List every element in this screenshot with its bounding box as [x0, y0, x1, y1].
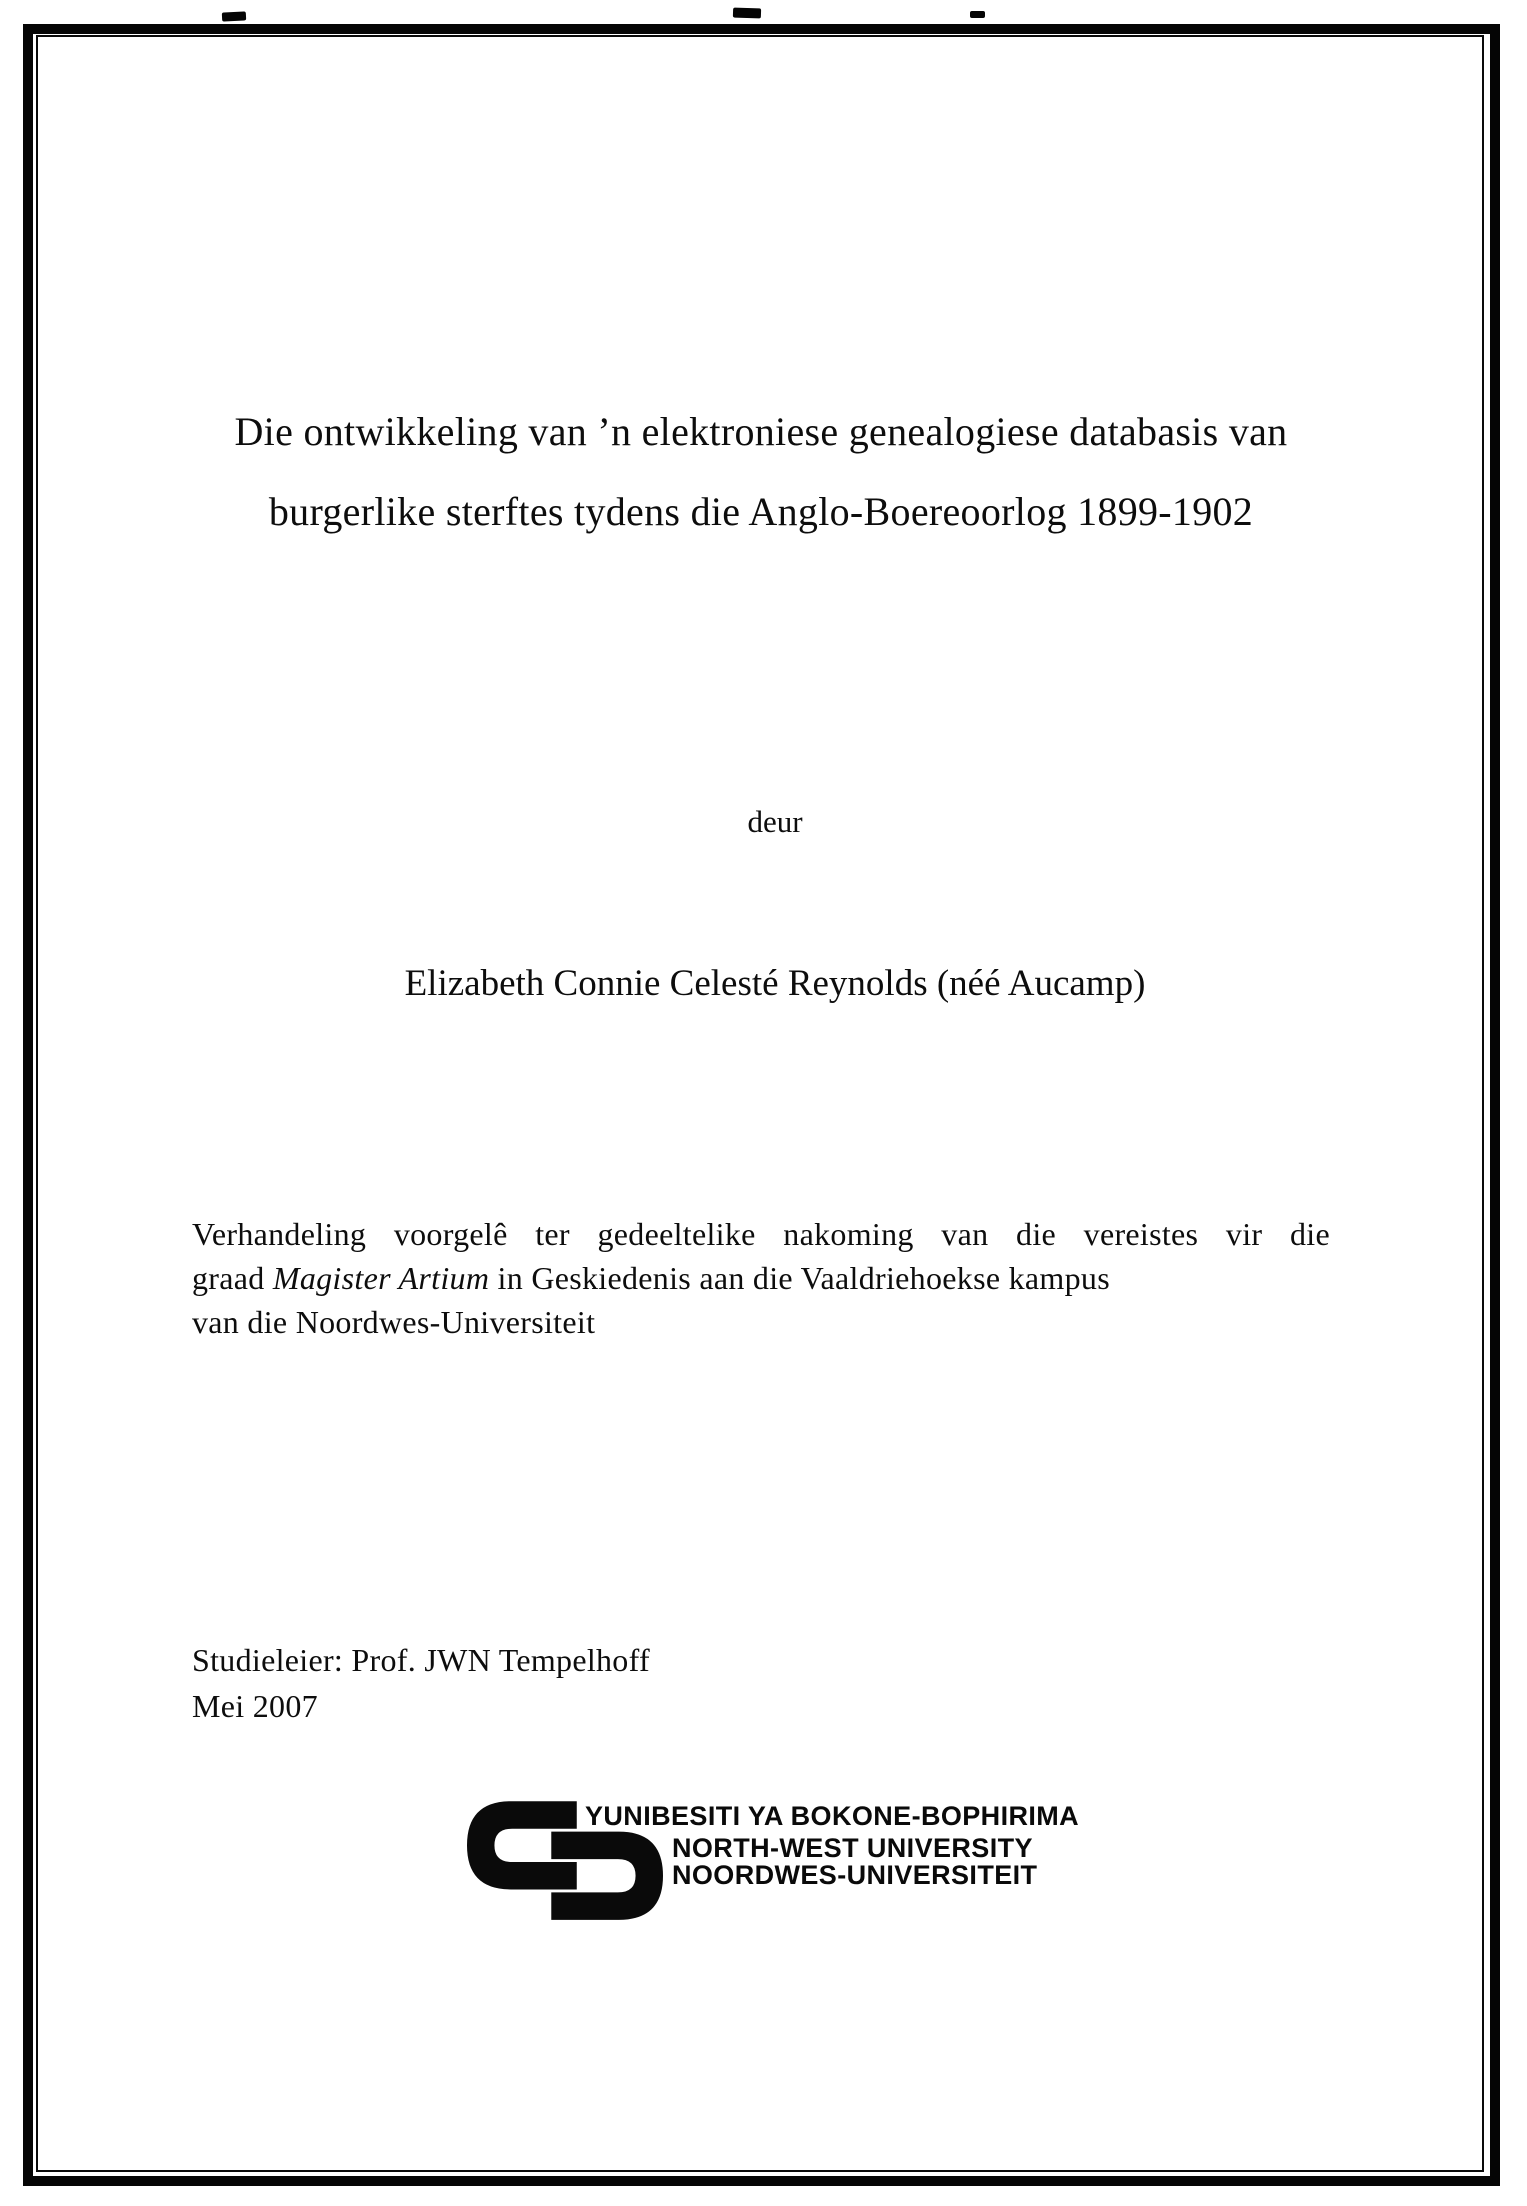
scan-artifact: [222, 11, 246, 21]
scan-artifact: [970, 11, 985, 18]
degree-statement-line2: [192, 1256, 1330, 1300]
degree-statement-line2-pre: graad: [192, 1260, 273, 1296]
supervisor-block: [192, 1637, 650, 1729]
date-line: Mei 2007: [192, 1688, 318, 1724]
degree-statement-line1: Verhandeling voorgelê ter gedeeltelike nakoming van die vereistes vir die: [192, 1216, 1330, 1252]
scan-artifact: [733, 8, 761, 19]
degree-statement: [192, 1212, 1330, 1344]
logo-text-setswana: YUNIBESITI YA BOKONE-BOPHIRIMA: [585, 1801, 1080, 1831]
degree-statement-line3: van die Noordwes-Universiteit: [192, 1304, 596, 1340]
thesis-title: [192, 392, 1330, 552]
degree-statement-line2-post: in Geskiedenis aan die Vaaldriehoekse kampus: [489, 1260, 1110, 1296]
logo-text-english: NORTH-WEST UNIVERSITY: [672, 1833, 1033, 1863]
thesis-title-line2: burgerlike sterftes tydens die Anglo-Boereoorlog 1899-1902: [268, 489, 1254, 534]
logo-text-afrikaans: NOORDWES-UNIVERSITEIT: [672, 1860, 1038, 1890]
byline-deur: deur: [747, 804, 803, 839]
degree-name-italic: Magister Artium: [272, 1260, 490, 1296]
supervisor-line: Studieleier: Prof. JWN Tempelhoff: [192, 1642, 650, 1678]
author-name: Elizabeth Connie Celesté Reynolds (néé Aucamp): [404, 963, 1146, 1004]
thesis-title-line1: Die ontwikkeling van ’n elektroniese genealogiese databasis van: [234, 409, 1288, 454]
